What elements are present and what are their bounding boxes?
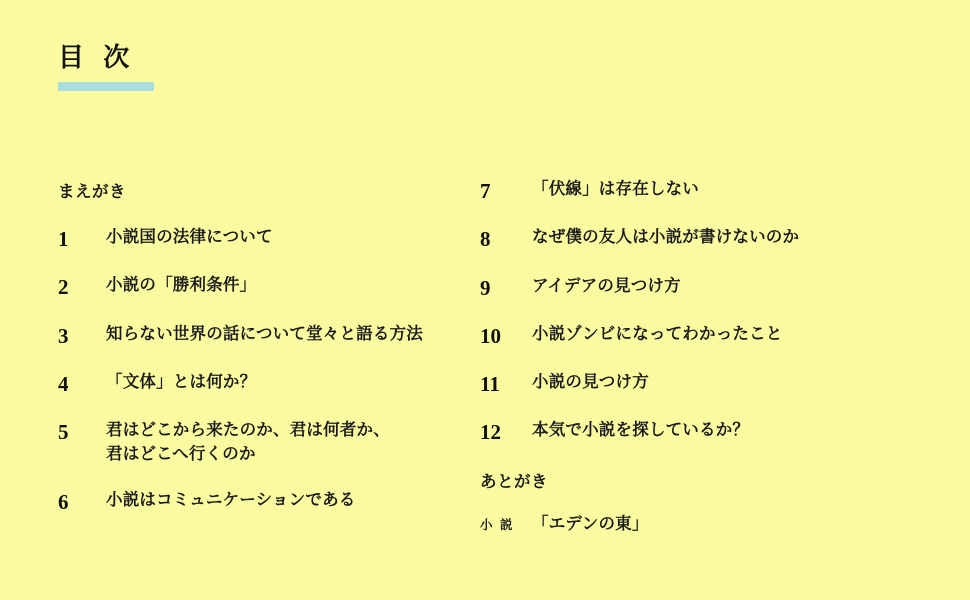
toc-entry-label: 小説国の法律について <box>106 228 273 246</box>
toc-columns <box>0 178 970 537</box>
toc-entry-label: 本気で小説を探しているか？ <box>532 421 750 440</box>
toc-entry-label: なぜ僕の友人は小説が書けないのか <box>532 228 800 247</box>
toc-entry-label: 小説ゾンビになってわかったこと <box>532 324 783 343</box>
toc-entry[interactable] <box>480 371 970 397</box>
toc-entry-number: 6 <box>58 489 69 514</box>
preface-heading: まえがき <box>58 183 126 201</box>
toc-entry[interactable] <box>58 489 470 515</box>
toc-entry[interactable] <box>480 275 970 301</box>
toc-entry[interactable] <box>480 226 970 252</box>
toc-entry[interactable] <box>58 274 470 300</box>
toc-entry-label: 「文体」とは何か？ <box>106 372 257 391</box>
toc-entry-label: アイデアの見つけ方 <box>532 276 681 295</box>
toc-entry-number: 8 <box>480 227 491 252</box>
title-underline <box>58 82 154 91</box>
toc-entry-label: 小説の見つけ方 <box>532 373 649 391</box>
toc-right-column <box>470 178 970 537</box>
toc-entry-label: 小説の「勝利条件」 <box>106 276 257 295</box>
toc-entry[interactable] <box>480 419 970 445</box>
toc-entry-label: 知らない世界の話について堂々と語る方法 <box>106 324 423 343</box>
toc-entry-number: 3 <box>58 323 69 348</box>
toc-entry-number: 9 <box>480 275 491 300</box>
toc-entry[interactable] <box>58 419 470 467</box>
page-title: 目 次 <box>58 42 136 72</box>
toc-entry-number: 12 <box>480 420 501 445</box>
toc-entry-label-line1: 君はどこから来たのか、君は何者か、 <box>106 421 390 439</box>
toc-entry[interactable] <box>480 323 970 349</box>
toc-entry[interactable] <box>480 178 970 204</box>
toc-entry-label: 小説はコミュニケーションである <box>106 490 356 509</box>
toc-entry-number: 4 <box>58 371 69 396</box>
toc-entry[interactable] <box>58 371 470 397</box>
novel-entry[interactable] <box>480 510 970 534</box>
toc-left-column <box>0 178 470 537</box>
toc-entry-number: 7 <box>480 179 491 203</box>
toc-entry-number: 11 <box>480 372 500 396</box>
toc-entry-label: 「伏線」は存在しない <box>532 180 699 198</box>
afterword-heading: あとがき <box>480 472 548 491</box>
toc-entry-number: 5 <box>58 420 69 444</box>
toc-entry-number: 1 <box>58 227 69 251</box>
toc-entry-number: 10 <box>480 323 501 348</box>
novel-tag: 小 説 <box>480 517 515 532</box>
toc-entry[interactable] <box>58 323 470 349</box>
toc-entry-label-line2: 君はどこへ行くのか <box>106 444 256 463</box>
toc-entry-label <box>106 419 390 467</box>
page-title-block <box>58 44 154 91</box>
novel-title: 「エデンの東」 <box>532 514 649 533</box>
toc-entry[interactable] <box>58 226 470 252</box>
toc-entry-number: 2 <box>58 275 69 300</box>
